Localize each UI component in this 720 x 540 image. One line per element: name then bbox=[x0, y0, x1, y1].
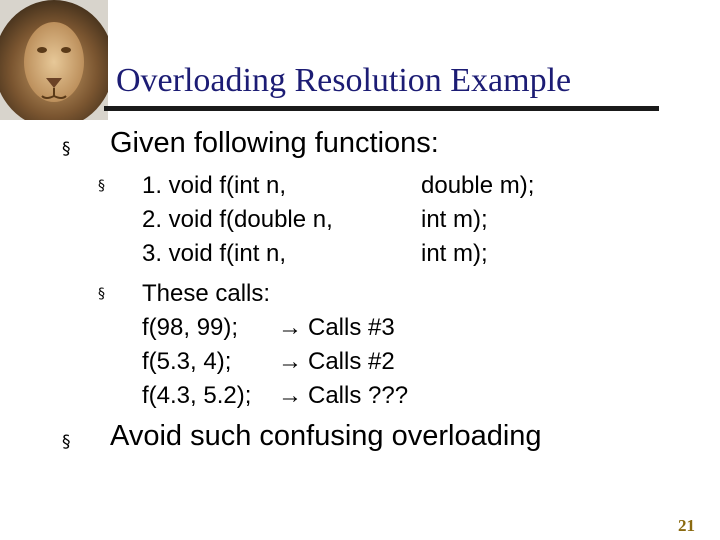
call-1-result bbox=[272, 314, 395, 342]
arrow-icon: → bbox=[278, 314, 302, 341]
bullet-marker: § bbox=[62, 432, 71, 452]
call-1-expr: f(98, 99); bbox=[142, 314, 239, 341]
call-3-expr: f(4.3, 5.2); bbox=[142, 382, 252, 409]
call-2-result bbox=[272, 348, 395, 376]
call-2-result-text: Calls #2 bbox=[308, 348, 395, 375]
calls-intro: These calls: bbox=[142, 280, 271, 307]
function-1-param2: double m); bbox=[421, 172, 535, 199]
call-3-result bbox=[272, 382, 408, 410]
call-2-expr: f(5.3, 4); bbox=[142, 348, 232, 375]
lion-logo bbox=[0, 0, 108, 120]
title-underline bbox=[104, 106, 659, 111]
call-3-result-text: Calls ??? bbox=[308, 382, 409, 409]
call-1-result-text: Calls #3 bbox=[308, 314, 395, 341]
function-1-signature: 1. void f(int n, bbox=[142, 172, 287, 199]
arrow-icon: → bbox=[278, 348, 302, 375]
sub-bullet-marker: § bbox=[98, 286, 105, 302]
function-3-param2: int m); bbox=[421, 240, 488, 267]
function-3-signature: 3. void f(int n, bbox=[142, 240, 287, 267]
slide-title: Overloading Resolution Example bbox=[116, 62, 572, 99]
bullet-marker: § bbox=[62, 139, 71, 159]
function-2-param2: int m); bbox=[421, 206, 488, 233]
bullet-given-functions: Given following functions: bbox=[110, 127, 439, 159]
bullet-avoid-overloading: Avoid such confusing overloading bbox=[110, 420, 542, 452]
function-2-signature: 2. void f(double n, bbox=[142, 206, 333, 233]
page-number: 21 bbox=[678, 516, 695, 535]
arrow-icon: → bbox=[278, 382, 302, 409]
sub-bullet-marker: § bbox=[98, 178, 105, 194]
